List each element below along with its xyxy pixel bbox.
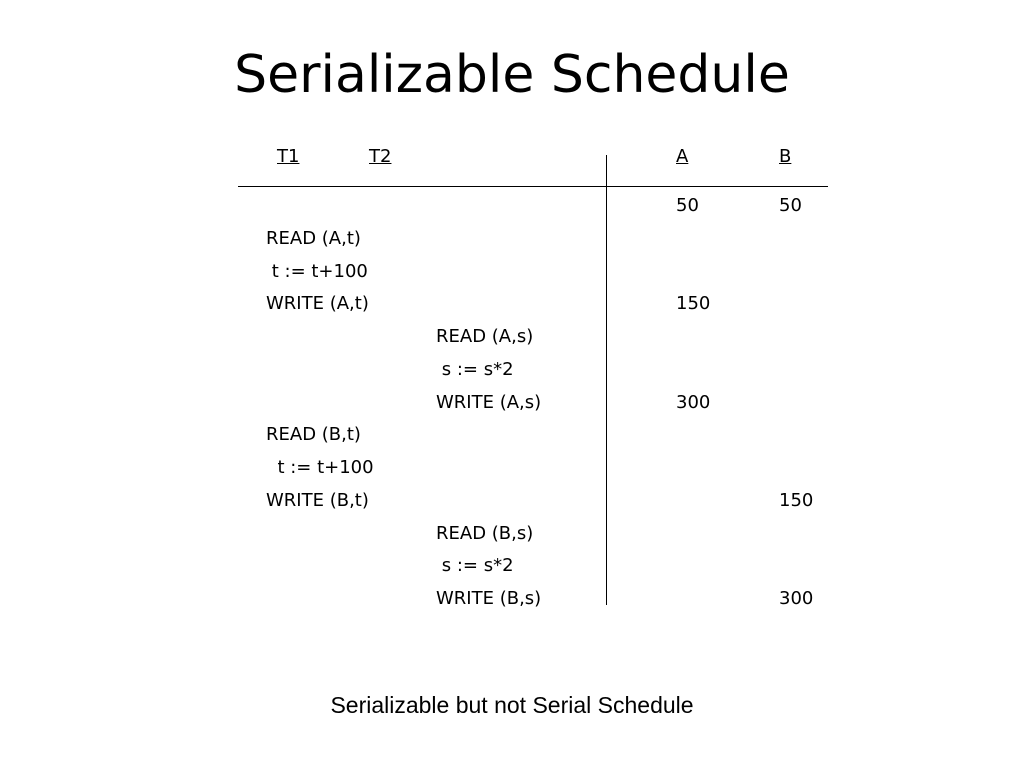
- header-b: B: [779, 146, 792, 167]
- header-t1: T1: [277, 146, 300, 167]
- cell-a: 50: [676, 195, 699, 216]
- cell-b: 300: [779, 588, 814, 609]
- cell-t2: READ (B,s): [436, 523, 534, 544]
- column-divider: [606, 155, 607, 605]
- cell-t2: WRITE (A,s): [436, 392, 542, 413]
- cell-a: 150: [676, 293, 711, 314]
- cell-b: 50: [779, 195, 802, 216]
- cell-t2: READ (A,s): [436, 326, 534, 347]
- cell-t1: READ (B,t): [266, 424, 361, 445]
- header-divider: [238, 186, 828, 187]
- slide-title: Serializable Schedule: [234, 45, 790, 105]
- cell-t2: WRITE (B,s): [436, 588, 542, 609]
- cell-t1: WRITE (A,t): [266, 293, 369, 314]
- cell-a: 300: [676, 392, 711, 413]
- cell-t2: s := s*2: [436, 555, 514, 576]
- cell-t1: READ (A,t): [266, 228, 361, 249]
- cell-t2: s := s*2: [436, 359, 514, 380]
- cell-t1: WRITE (B,t): [266, 490, 369, 511]
- cell-t1: t := t+100: [266, 457, 374, 478]
- caption: Serializable but not Serial Schedule: [330, 692, 694, 718]
- header-a: A: [676, 146, 689, 167]
- header-t2: T2: [369, 146, 392, 167]
- cell-t1: t := t+100: [266, 261, 368, 282]
- cell-b: 150: [779, 490, 814, 511]
